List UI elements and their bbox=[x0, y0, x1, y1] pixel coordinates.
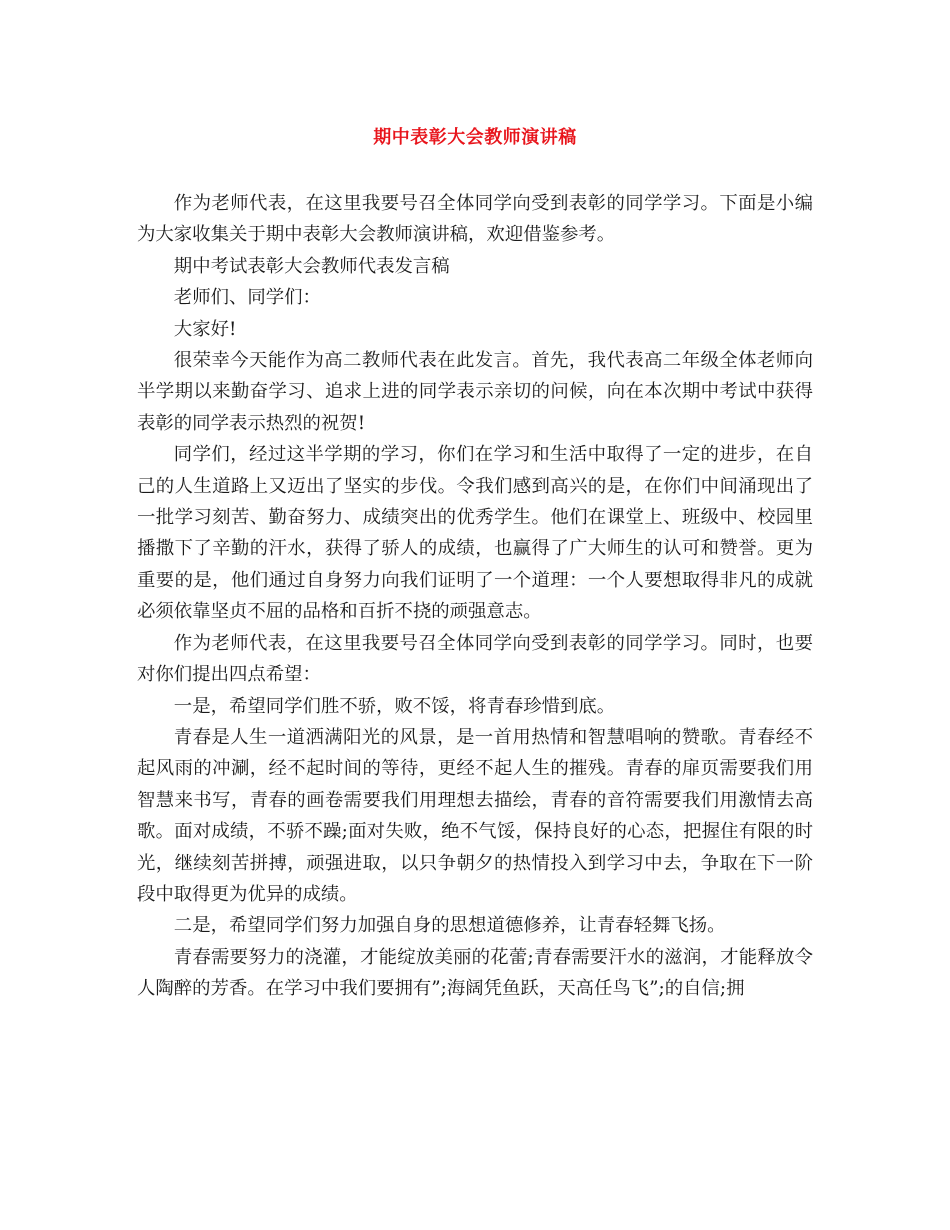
paragraph-hope-two: 二是，希望同学们努力加强自身的思想道德修养，让青春轻舞飞扬。 bbox=[173, 915, 726, 937]
paragraph-hope-one: 一是，希望同学们胜不骄，败不馁，将青春珍惜到底。 bbox=[173, 695, 616, 717]
paragraph-progress: 同学们，经过这半学期的学习，你们在学习和生活中取得了一定的进步，在自己的人生道路上又迈出了坚实的步伐。令我们感到高兴的是，在你们中间涌现出了一批学习刻苦、勤奋努力、成绩突出的优秀学生。他们在课堂上、班级中、校园里播撒下了辛勤的汗水，获得了骄人的成绩，也赢得了广大师生的认可和赞誉。更为重要的是，他们通过自身努力向我们证明了一个道理：一个人要想取得非凡的成就必须依靠坚贞不屈的品格和百折不挠的顽强意志。 bbox=[137, 444, 813, 623]
paragraph-intro: 作为老师代表，在这里我要号召全体同学向受到表彰的同学学习。下面是小编为大家收集关于期中表彰大会教师演讲稿，欢迎借鉴参考。 bbox=[137, 193, 813, 246]
document-body bbox=[137, 188, 813, 1005]
paragraph-salutation: 老师们、同学们： bbox=[173, 287, 321, 309]
paragraph-hopes-intro: 作为老师代表，在这里我要号召全体同学向受到表彰的同学学习。同时，也要对你们提出四点希望： bbox=[137, 632, 813, 686]
paragraph-youth: 青春是人生一道洒满阳光的风景，是一首用热情和智慧唱响的赞歌。青春经不起风雨的冲涮，经不起时间的等待，更经不起人生的摧残。青春的扉页需要我们用智慧来书写，青春的画卷需要我们用理想去描绘，青春的音符需要我们用激情去高歌。面对成绩，不骄不躁;面对失败，绝不气馁，保持良好的心态，把握住有限的时光，继续刻苦拼搏，顽强进取，以只争朝夕的热情投入到学习中去，争取在下一阶段中取得更为优异的成绩。 bbox=[137, 726, 813, 905]
document-title: 期中表彰大会教师演讲稿 bbox=[373, 127, 577, 148]
paragraph-subtitle: 期中考试表彰大会教师代表发言稿 bbox=[173, 255, 450, 277]
paragraph-opening: 很荣幸今天能作为高二教师代表在此发言。首先，我代表高二年级全体老师向半学期以来勤奋学习、追求上进的同学表示亲切的问候，向在本次期中考试中获得表彰的同学表示热烈的祝贺! bbox=[137, 350, 813, 434]
paragraph-greeting: 大家好! bbox=[173, 318, 237, 340]
paragraph-youth-effort: 青春需要努力的浇灌，才能绽放美丽的花蕾;青春需要汗水的滋润，才能释放令人陶醉的芳香。在学习中我们要拥有”;海阔凭鱼跃，天高任鸟飞”;的自信;拥 bbox=[137, 946, 813, 1000]
